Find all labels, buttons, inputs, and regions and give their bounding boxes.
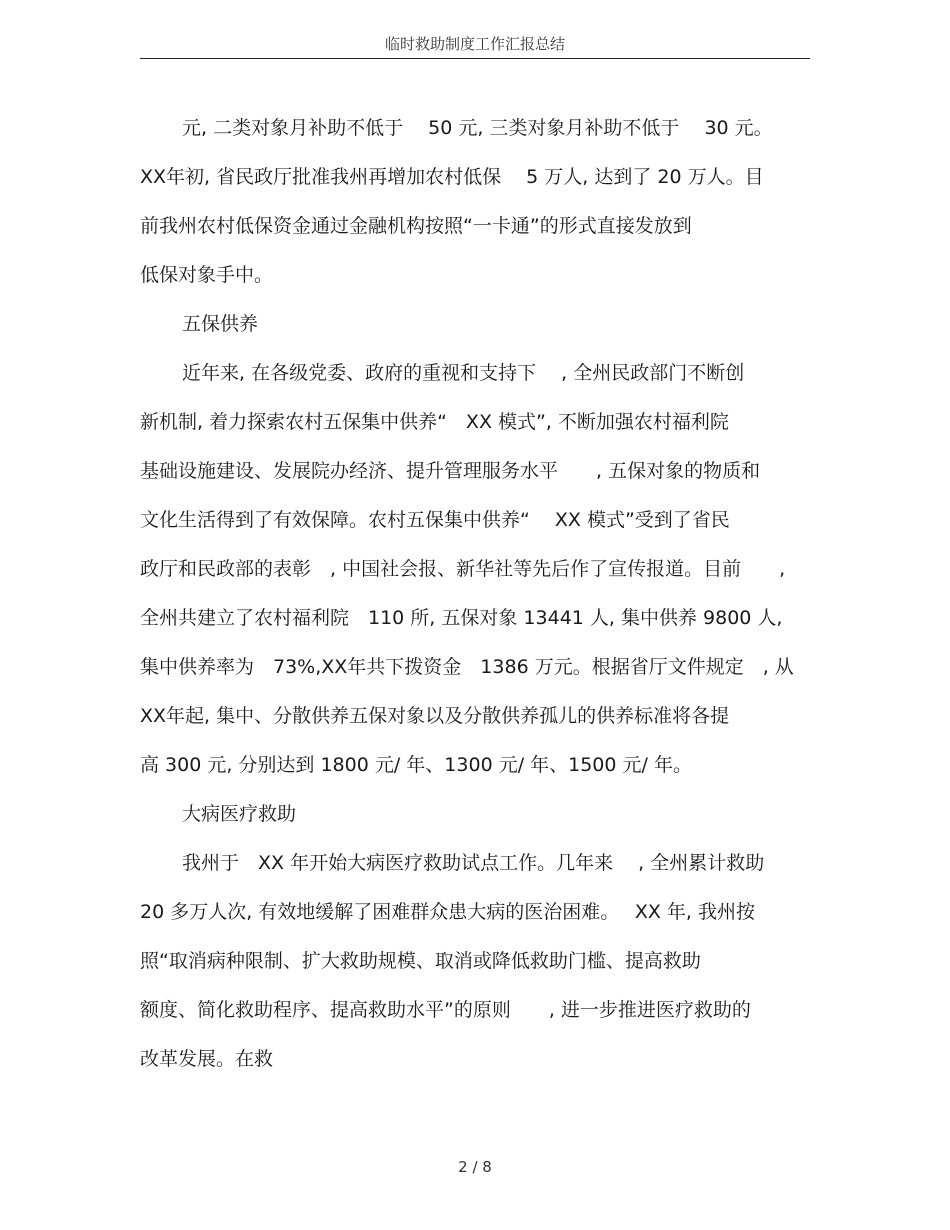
section-heading: 大病医疗救助 xyxy=(182,803,297,825)
text-line: 照“取消病种限制、扩大救助规模、取消或降低救助门槛、提高救助 xyxy=(140,950,701,972)
text-line: 政厅和民政部的表彰 , 中国社会报、新华社等先后作了宣传报道。目前 , xyxy=(140,558,786,580)
text-line: 20 多万人次, 有效地缓解了困难群众患大病的医治困难。 XX 年, 我州按 xyxy=(140,901,755,923)
document-title: 临时救助制度工作汇报总结 xyxy=(384,35,565,53)
text-line: 元, 二类对象月补助不低于 50 元, 三类对象月补助不低于 30 元。 xyxy=(182,117,773,139)
text-line: 我州于 XX 年开始大病医疗救助试点工作。几年来 , 全州累计救助 xyxy=(182,852,765,874)
text-line: 低保对象手中。 xyxy=(140,264,274,286)
text-line: XX年初, 省民政厅批准我州再增加农村低保 5 万人, 达到了 20 万人。目 xyxy=(140,166,764,188)
text-line: 额度、简化救助程序、提高救助水平”的原则 , 进一步推进医疗救助的 xyxy=(140,999,751,1021)
text-line: 新机制, 着力探索农村五保集中供养“ XX 模式”, 不断加强农村福利院 xyxy=(140,411,729,433)
text-line: 前我州农村低保资金通过金融机构按照“一卡通”的形式直接发放到 xyxy=(140,215,692,237)
text-line: 改革发展。在救 xyxy=(140,1048,274,1070)
text-line: XX年起, 集中、分散供养五保对象以及分散供养孤儿的供养标准将各提 xyxy=(140,705,730,727)
text-line: 高 300 元, 分别达到 1800 元/ 年、1300 元/ 年、1500 元/ 年。 xyxy=(140,754,692,776)
text-line: 近年来, 在各级党委、政府的重视和支持下 , 全州民政部门不断创 xyxy=(182,362,745,384)
page-number: 2 / 8 xyxy=(458,1158,492,1176)
text-line: 文化生活得到了有效保障。农村五保集中供养“ XX 模式”受到了省民 xyxy=(140,509,730,531)
section-heading: 五保供养 xyxy=(182,313,259,335)
document-body xyxy=(140,108,820,1088)
text-line: 集中供养率为 73%,XX年共下拨资金 1386 万元。根据省厅文件规定 , 从 xyxy=(140,656,794,678)
text-line: 基础设施建设、发展院办经济、提升管理服务水平 , 五保对象的物质和 xyxy=(140,460,761,482)
page-footer xyxy=(0,1158,950,1176)
page-header xyxy=(140,30,810,59)
text-line: 全州共建立了农村福利院 110 所, 五保对象 13441 人, 集中供养 9800 人, xyxy=(140,607,783,629)
